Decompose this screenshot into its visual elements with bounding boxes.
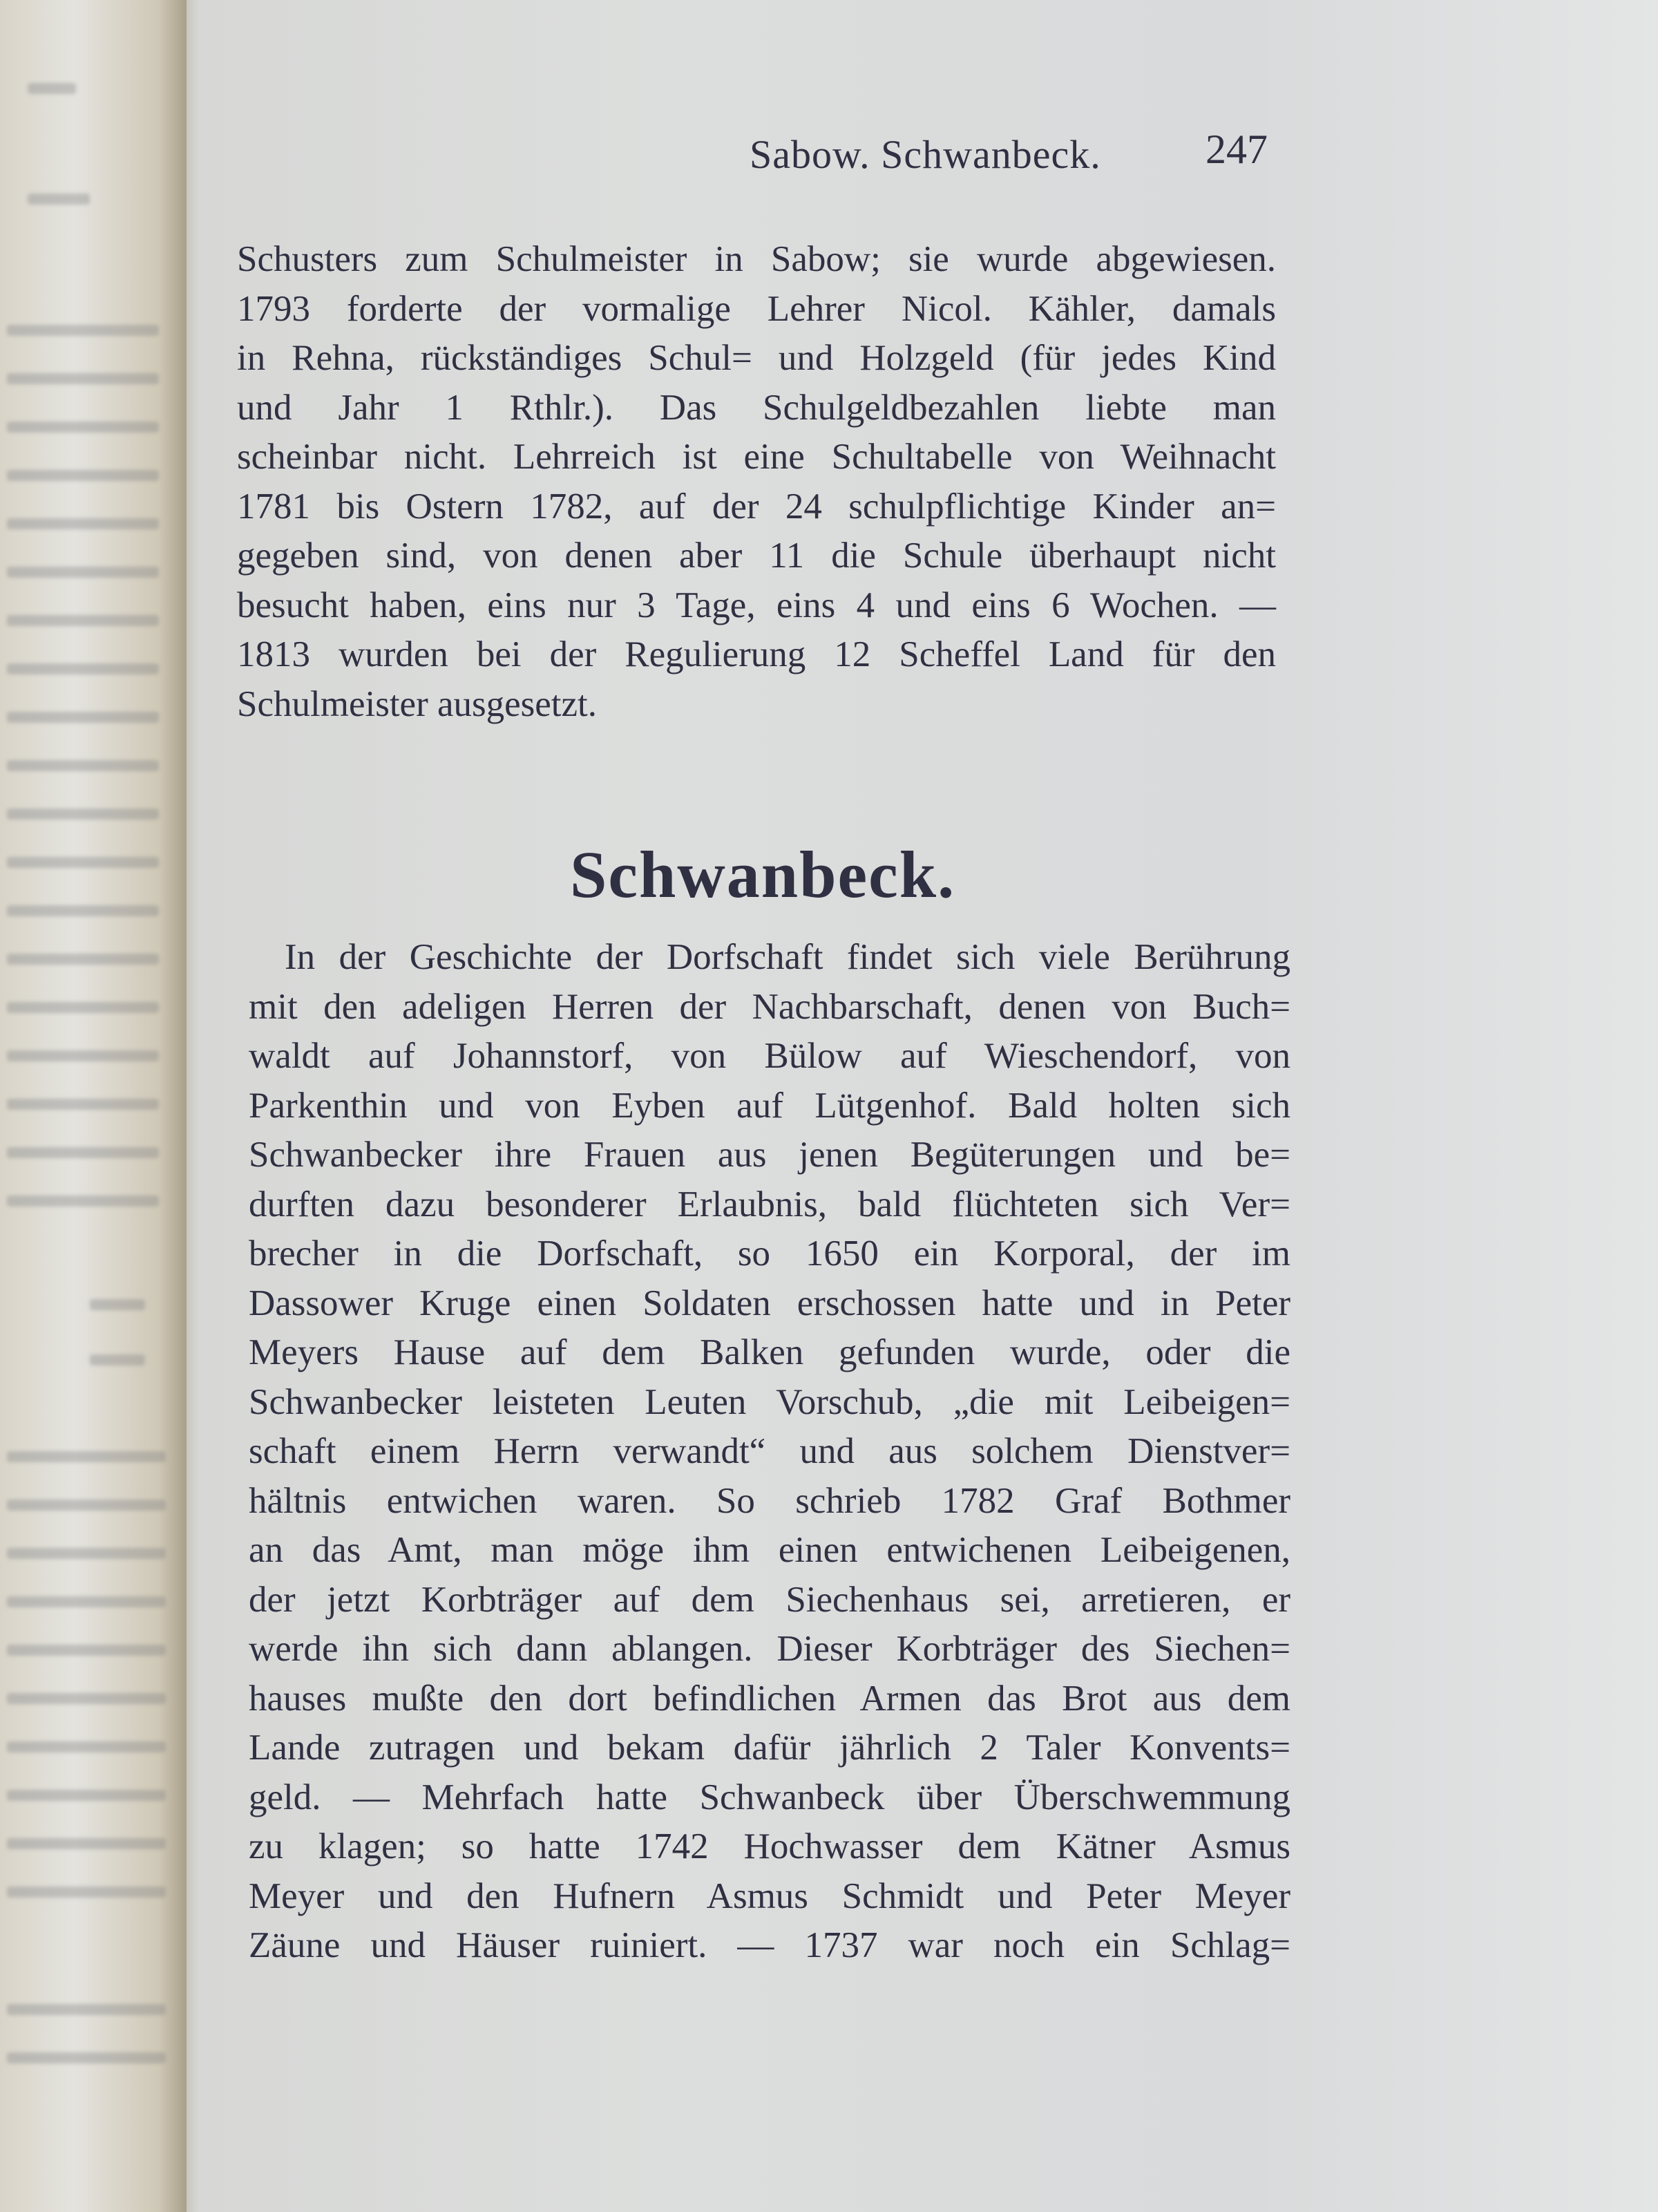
faded-text [7,518,159,529]
faded-text [7,1500,166,1511]
text-line: besucht haben, eins nur 3 Tage, eins 4 und eins 6 Wochen. — [237,585,1276,625]
faded-text [7,663,159,674]
faded-text [90,1299,145,1310]
text-line: waldt auf Johannstorf, von Bülow auf Wieschendorf, von [249,1036,1290,1076]
paragraph-sabow-continued [237,235,1276,729]
text-line: mit den adeligen Herren der Nachbarschaft, denen von Buch= [249,986,1290,1027]
running-head [187,126,1658,187]
faded-text [7,905,159,916]
text-line: Schwanbecker ihre Frauen aus jenen Begüterungen und be= [249,1135,1290,1175]
page-number: 247 [1206,126,1268,172]
text-line: 1781 bis Ostern 1782, auf der 24 schulpflichtige Kinder an= [237,486,1276,527]
text-line: Parkenthin und von Eyben auf Lütgenhof. Bald holten sich [249,1085,1290,1126]
faded-text [7,1002,159,1013]
faded-text [7,325,159,336]
text-line: Zäune und Häuser ruiniert. — 1737 war noch ein Schlag= [249,1925,1290,1965]
faded-text [7,712,159,723]
faded-text [7,1790,166,1801]
text-line: scheinbar nicht. Lehrreich ist eine Schultabelle von Weihnacht [237,437,1276,477]
text-line: Meyer und den Hufnern Asmus Schmidt und Peter Meyer [249,1875,1290,1916]
faded-text [7,422,159,433]
text-line: 1813 wurden bei der Regulierung 12 Scheffel Land für den [237,634,1276,674]
text-line: 1793 forderte der vormalige Lehrer Nicol. Kähler, damals [237,288,1276,329]
paragraph-schwanbeck [249,933,1290,1971]
faded-text [7,1693,166,1704]
faded-text [7,809,159,820]
text-line: werde ihn sich dann ablangen. Dieser Korbträger des Siechen= [249,1629,1290,1669]
text-line: schaft einem Herrn verwandt“ und aus solchem Dienstver= [249,1431,1290,1471]
faded-text [7,567,159,578]
book-page [187,0,1658,2212]
faded-text [7,1548,166,1559]
text-line: In der Geschichte der Dorfschaft findet sich viele Berührung [285,937,1290,977]
text-line: Schwanbecker leisteten Leuten Vorschub, „die mit Leibeigen= [249,1381,1290,1422]
faded-text [7,760,159,771]
text-line: Dassower Kruge einen Soldaten erschossen hatte und in Peter [249,1283,1290,1323]
faded-text [7,1050,159,1061]
text-line: Schulmeister ausgesetzt. [237,683,598,724]
faded-text [7,1645,166,1656]
faded-text [7,1195,159,1207]
running-head-title: Sabow. Schwanbeck. [750,132,1101,177]
text-line: gegeben sind, von denen aber 11 die Schule überhaupt nicht [237,536,1276,576]
text-line: zu klagen; so hatte 1742 Hochwasser dem Kätner Asmus [249,1826,1290,1866]
faded-text [7,1147,159,1158]
faded-text [7,1451,166,1462]
text-line: geld. — Mehrfach hatte Schwanbeck über Überschwemmung [249,1777,1290,1817]
text-line: durften dazu besonderer Erlaubnis, bald flüchteten sich Ver= [249,1184,1290,1225]
faded-text [7,954,159,965]
text-line: und Jahr 1 Rthlr.). Das Schulgeldbezahlen liebte man [237,387,1276,428]
faded-text [7,1099,159,1110]
text-line: hauses mußte den dort befindlichen Armen das Brot aus dem [249,1678,1290,1719]
faded-text [7,1887,166,1898]
text-line: der jetzt Korbträger auf dem Siechenhaus sei, arretieren, er [249,1579,1290,1620]
faded-text [7,857,159,868]
facing-page-edge [0,0,187,2212]
section-title: Schwanbeck. [570,838,956,911]
text-line: brecher in die Dorfschaft, so 1650 ein Korporal, der im [249,1233,1290,1274]
text-line: an das Amt, man möge ihm einen entwichenen Leibeigenen, [249,1530,1290,1570]
faded-text [7,373,159,384]
faded-text [28,193,90,205]
faded-text [7,2004,166,2015]
text-line: hältnis entwichen waren. So schrieb 1782 Graf Bothmer [249,1480,1290,1521]
text-line: Meyers Hause auf dem Balken gefunden wurde, oder die [249,1332,1290,1372]
faded-text [7,1838,166,1849]
text-line: Schusters zum Schulmeister in Sabow; sie wurde abgewiesen. [237,239,1276,279]
faded-text [28,83,76,94]
faded-text [7,1596,166,1607]
text-line: Lande zutragen und bekam dafür jährlich 2 Taler Konvents= [249,1728,1290,1768]
faded-text [7,2052,166,2063]
faded-text [7,470,159,481]
faded-text [7,615,159,626]
faded-text [7,1741,166,1752]
faded-text [90,1354,145,1365]
text-line: in Rehna, rückständiges Schul= und Holzgeld (für jedes Kind [237,338,1276,378]
